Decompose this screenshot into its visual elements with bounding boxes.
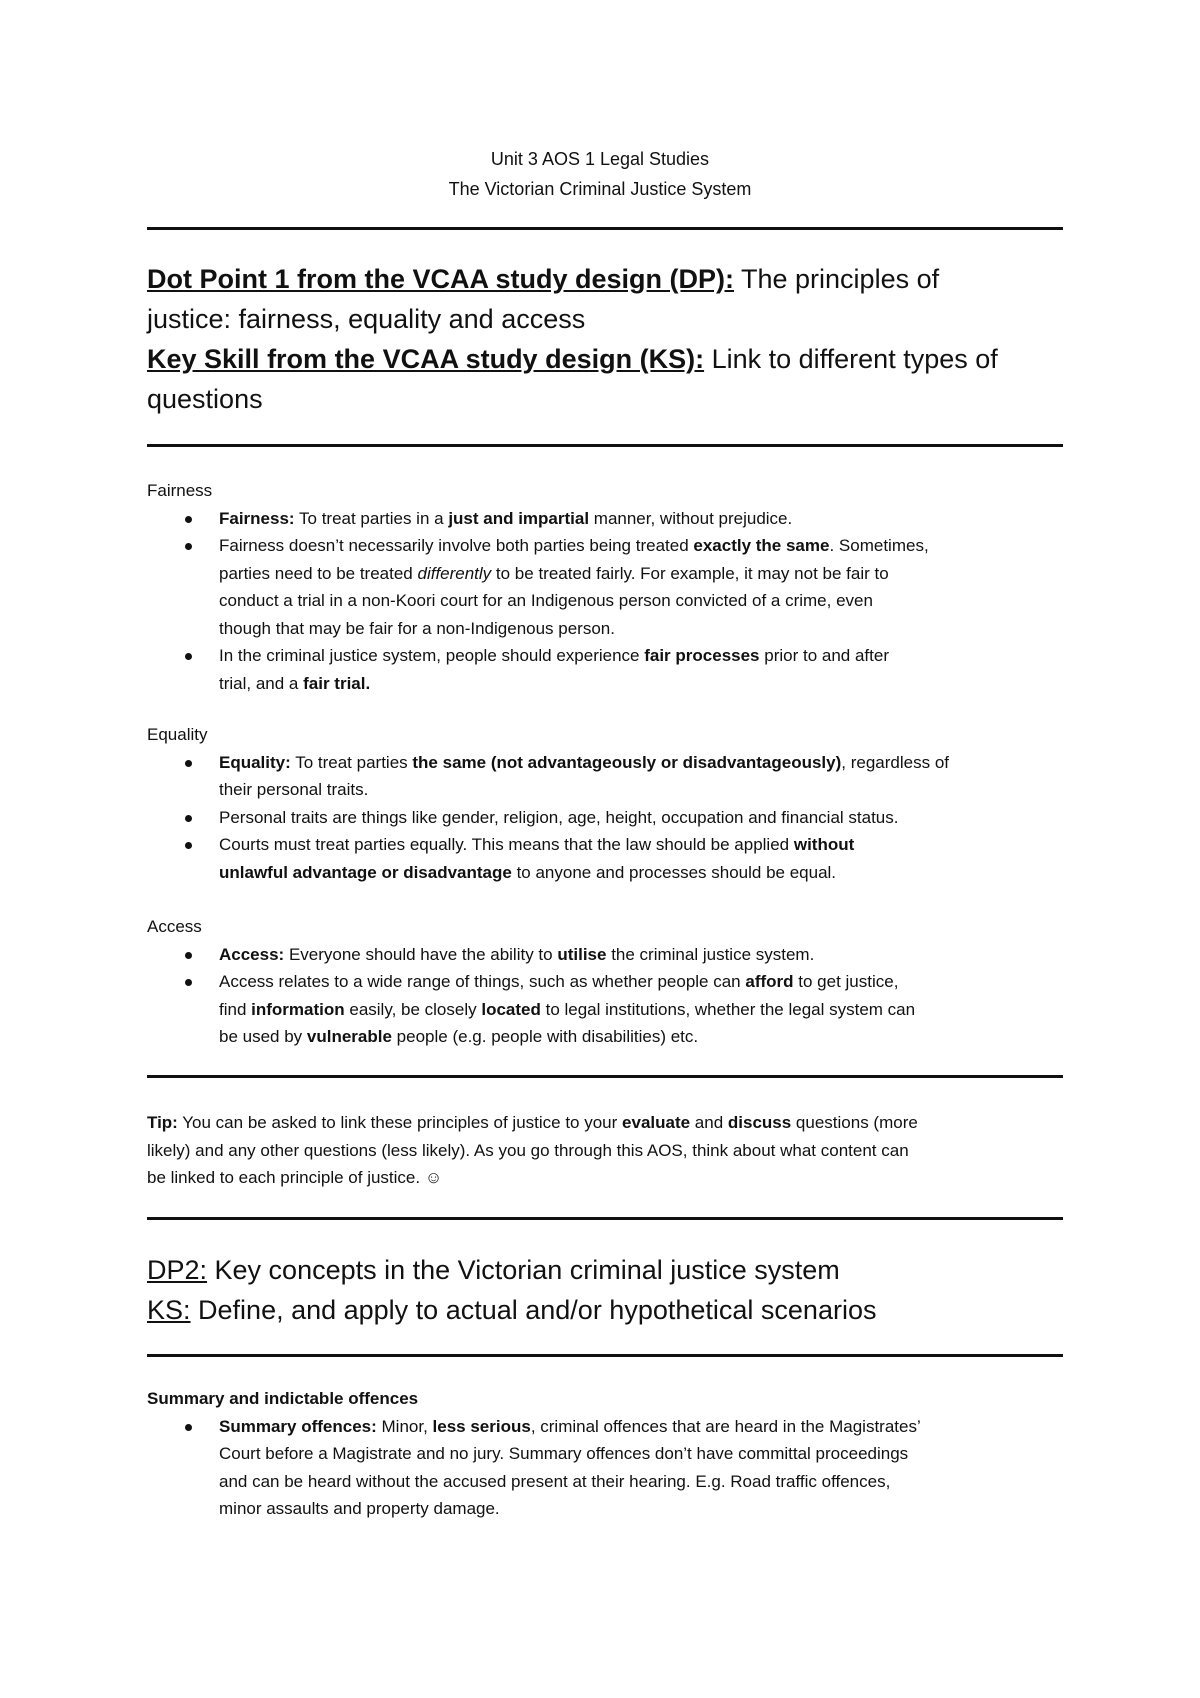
document-header — [0, 144, 1200, 204]
divider — [147, 1354, 1063, 1357]
fairness-section — [147, 477, 1063, 697]
bullet-icon — [185, 815, 192, 822]
header-line-1: Unit 3 AOS 1 Legal Studies — [490, 149, 710, 169]
bullet-icon — [185, 543, 192, 550]
tip-paragraph: Tip: You can be asked to link these principles of justice to your evaluate and discuss questions (more likely) and any other questions (less likely). As you go through this AOS, think about what content can be linked to each principle of justice. ☺ — [147, 1113, 918, 1187]
bullet-icon — [185, 1424, 192, 1431]
list-item: Equality: To treat parties the same (not advantageously or disadvantageously), regardless of their personal traits. — [147, 749, 1063, 804]
bullet-icon — [185, 653, 192, 660]
dp2-label: DP2: — [147, 1255, 208, 1285]
list-item: Summary offences: Minor, less serious, criminal offences that are heard in the Magistrates’ Court before a Magistrate and no jury. Summary offences don’t have committal proceedings and can be heard without the accused present at their hearing. E.g. Road traffic offences, minor assaults and property damage. — [147, 1413, 1063, 1523]
list-item: Fairness doesn’t necessarily involve both parties being treated exactly the same. Sometimes, parties need to be treated differently to be treated fairly. For example, it may not be fair to conduct a trial in a non-Koori court for an Indigenous person convicted of a crime, even though that may be fair for a non-Indigenous person. — [147, 532, 1063, 642]
dp1-heading: Dot Point 1 from the VCAA study design (DP): The principles of justice: fairness, equality and access Key Skill from the VCAA study design (KS): Link to different types of questions — [147, 264, 998, 414]
divider — [147, 1075, 1063, 1078]
list-item: Personal traits are things like gender, religion, age, height, occupation and financial status. — [147, 804, 1063, 832]
access-list — [147, 941, 1063, 1051]
bullet-icon — [185, 952, 192, 959]
section-title: Equality — [147, 725, 208, 744]
list-item: In the criminal justice system, people should experience fair processes prior to and after trial, and a fair trial. — [147, 642, 1063, 697]
divider — [147, 444, 1063, 447]
access-section — [147, 913, 1063, 1051]
section-title: Summary and indictable offences — [147, 1389, 419, 1408]
list-item: Fairness: To treat parties in a just and impartial manner, without prejudice. — [147, 505, 1063, 533]
section-title: Access — [147, 917, 202, 936]
offences-section — [147, 1385, 1063, 1523]
ks1-label: Key Skill from the VCAA study design (KS): — [147, 344, 705, 374]
dp2-heading: DP2: Key concepts in the Victorian criminal justice system KS: Define, and apply to actual and/or hypothetical scenarios — [147, 1255, 877, 1325]
fairness-list — [147, 505, 1063, 698]
bullet-icon — [185, 979, 192, 986]
bullet-icon — [185, 516, 192, 523]
divider — [147, 227, 1063, 230]
header-line-2: The Victorian Criminal Justice System — [448, 179, 752, 199]
divider — [147, 1217, 1063, 1220]
equality-list — [147, 749, 1063, 887]
list-item: Access relates to a wide range of things, such as whether people can afford to get justice, find information easily, be closely located to legal institutions, whether the legal system can be used by vulnerable people (e.g. people with disabilities) etc. — [147, 968, 1063, 1051]
bullet-icon — [185, 760, 192, 767]
bullet-icon — [185, 842, 192, 849]
list-item: Courts must treat parties equally. This means that the law should be applied without unlawful advantage or disadvantage to anyone and processes should be equal. — [147, 831, 1063, 886]
list-item: Access: Everyone should have the ability to utilise the criminal justice system. — [147, 941, 1063, 969]
equality-section — [147, 721, 1063, 886]
ks2-label: KS: — [147, 1295, 191, 1325]
section-title: Fairness — [147, 481, 213, 500]
dp1-label: Dot Point 1 from the VCAA study design (DP): — [147, 264, 734, 294]
offences-list — [147, 1413, 1063, 1523]
